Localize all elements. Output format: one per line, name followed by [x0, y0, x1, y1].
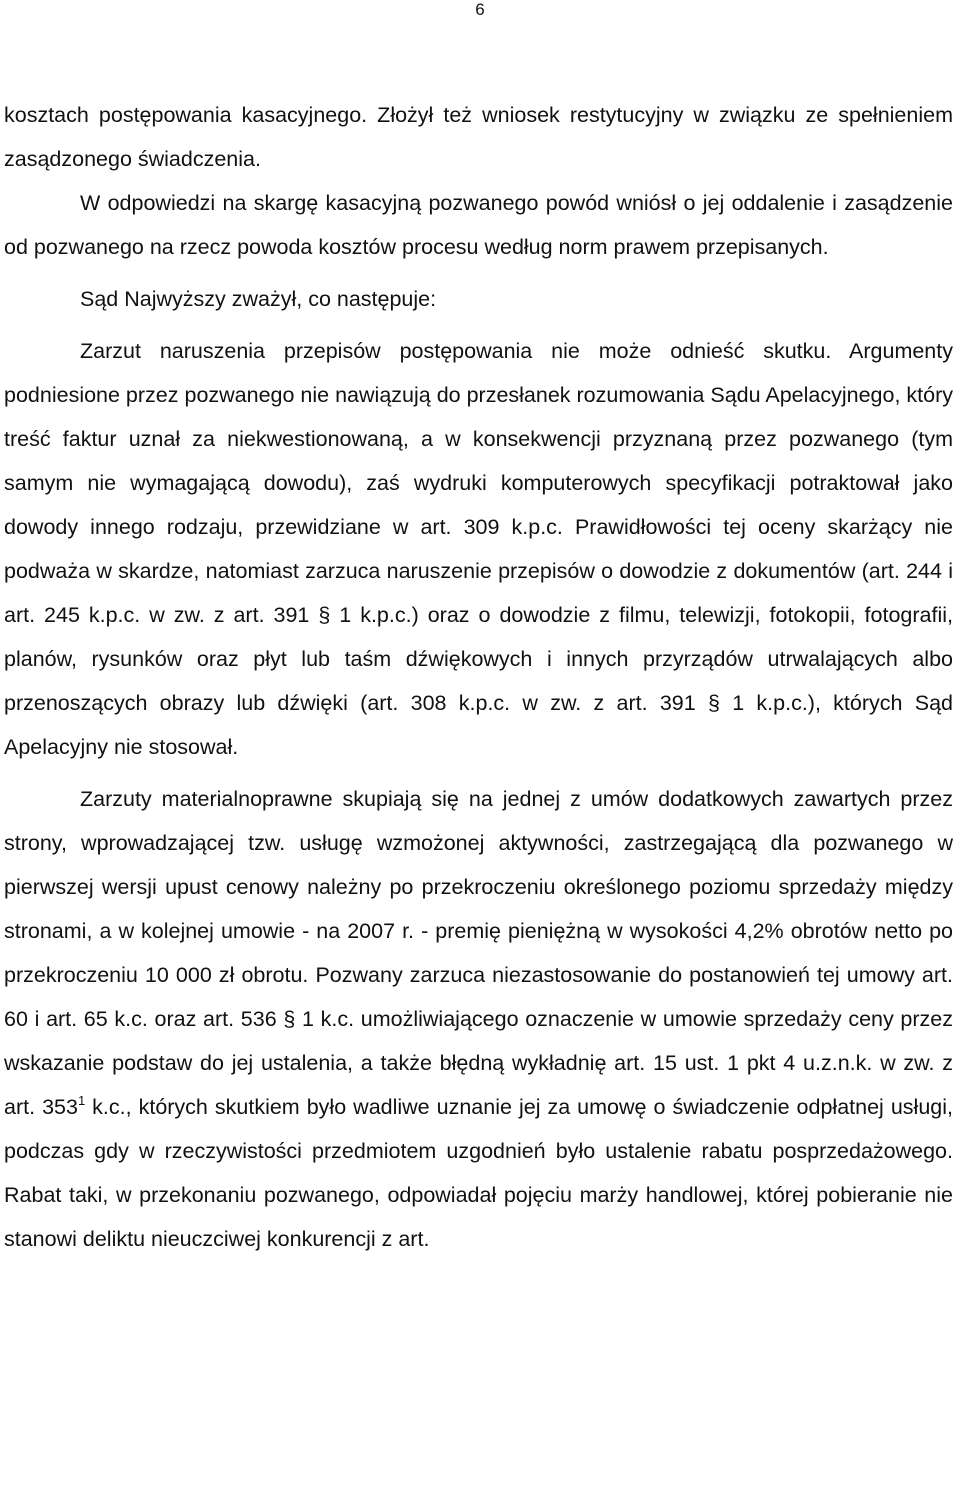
paragraph-court-considered: Sąd Najwyższy zważył, co następuje: — [80, 287, 437, 311]
document-body — [4, 93, 953, 1261]
paragraph-substantive-grounds — [4, 777, 953, 1261]
paragraph-continuation: kosztach postępowania kasacyjnego. Złożył też wniosek restytucyjny w związku ze spełnieniem zasądzonego świadczenia. — [4, 103, 953, 171]
paragraph-procedural-grounds: Zarzut naruszenia przepisów postępowania nie może odnieść skutku. Argumenty podniesione przez pozwanego nie nawiązują do przesłanek rozumowania Sądu Apelacyjnego, który treść faktur uznał za niekwestionowaną, a w konsekwencji przyznaną przez pozwanego (tym samym nie wymagającą dowodu), zaś wydruki komputerowych specyfikacji potraktował jako dowody innego rodzaju, przewidziane w art. 309 k.p.c. Prawidłowości tej oceny skarżący nie podważa w skardze, natomiast zarzuca naruszenie przepisów o dowodzie z dokumentów (art. 244 i art. 245 k.p.c. w zw. z art. 391 § 1 k.p.c.) oraz o dowodzie z filmu, telewizji, fotokopii, fotografii, planów, rysunków oraz płyt lub taśm dźwiękowych i innych przyrządów utrwalających albo przenoszących obrazy lub dźwięki (art. 308 k.p.c. w zw. z art. 391 § 1 k.p.c.), których Sąd Apelacyjny nie stosował. — [4, 339, 953, 759]
paragraph-plaintiff-response: W odpowiedzi na skargę kasacyjną pozwanego powód wniósł o jej oddalenie i zasądzenie od pozwanego na rzecz powoda kosztów procesu według norm prawem przepisanych. — [4, 191, 953, 259]
paragraph-text-part-2: k.c., których skutkiem było wadliwe uznanie jej za umowę o świadczenie odpłatnej usługi, podczas gdy w rzeczywistości przedmiotem uzgodnień było ustalenie rabatu posprzedażowego. Rabat taki, w przekonaniu pozwanego, odpowiadał pojęciu marży handlowej, której pobieranie nie stanowi deliktu nieuczciwej konkurencji z art. — [4, 1095, 953, 1251]
page-number: 6 — [475, 0, 485, 19]
superscript-marker: 1 — [77, 1093, 86, 1108]
paragraph-text-part-1: Zarzuty materialnoprawne skupiają się na jednej z umów dodatkowych zawartych przez strony, wprowadzającej tzw. usługę wzmożonej aktywności, zastrzegającą dla pozwanego w pierwszej wersji upust cenowy należny po przekroczeniu określonego poziomu sprzedaży między stronami, a w kolejnej umowie - na 2007 r. - premię pieniężną w wysokości 4,2% obrotów netto po przekroczeniu 10 000 zł obrotu. Pozwany zarzuca niezastosowanie do postanowień tej umowy art. 60 i art. 65 k.c. oraz art. 536 § 1 k.c. umożliwiającego oznaczenie w umowie sprzedaży ceny przez wskazanie podstaw do jej ustalenia, a także błędną wykładnię art. 15 ust. 1 pkt 4 u.z.n.k. w zw. z art. 353 — [4, 787, 953, 1119]
